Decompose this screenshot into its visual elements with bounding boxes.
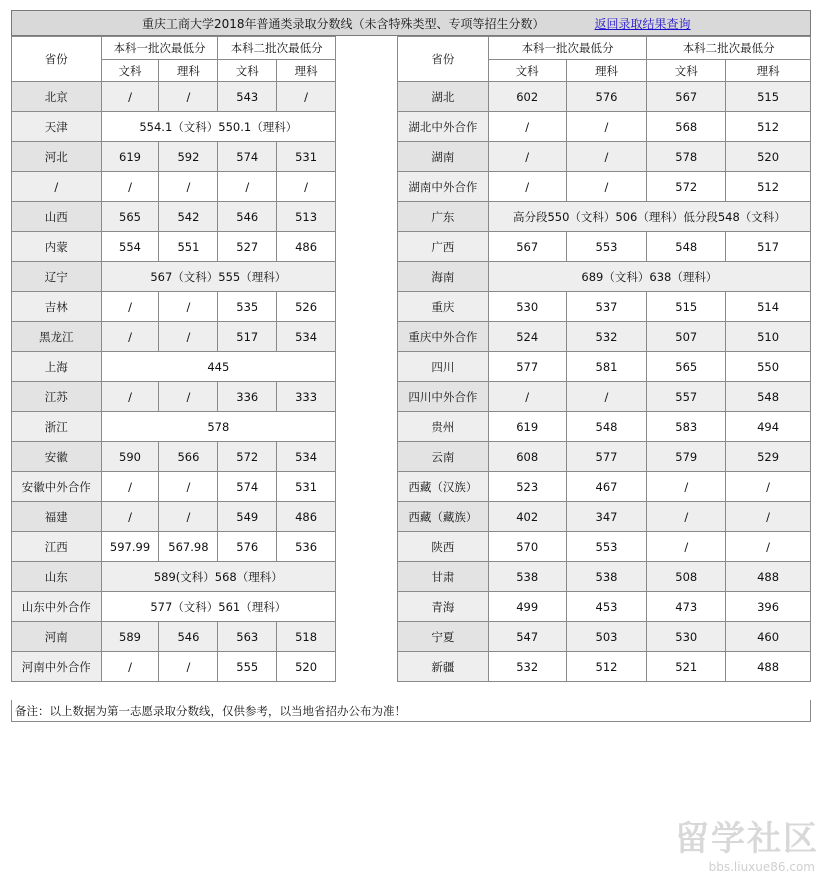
table-row <box>12 652 336 682</box>
table-row <box>12 202 336 232</box>
header-batch2: 本科二批次最低分 <box>647 37 811 60</box>
score-cell: 532 <box>488 652 566 682</box>
score-cell: 513 <box>277 202 336 232</box>
score-cell: / <box>726 502 811 532</box>
score-cell: 520 <box>726 142 811 172</box>
score-cell: / <box>647 502 726 532</box>
table-row <box>398 622 811 652</box>
score-cell: 563 <box>218 622 277 652</box>
score-cell: 531 <box>277 142 336 172</box>
table-row <box>12 172 336 202</box>
header-wen: 文科 <box>488 60 566 82</box>
merged-score-cell: 567（文科）555（理科） <box>101 262 335 292</box>
province-cell: 重庆 <box>398 292 489 322</box>
score-table-right <box>397 36 811 682</box>
province-cell: 青海 <box>398 592 489 622</box>
table-row <box>398 322 811 352</box>
score-cell: 467 <box>566 472 647 502</box>
province-cell: 湖北 <box>398 82 489 112</box>
score-cell: / <box>101 472 159 502</box>
watermark-url: bbs.liuxue86.com <box>708 860 815 874</box>
score-cell: / <box>277 172 336 202</box>
score-cell: 529 <box>726 442 811 472</box>
score-cell: 548 <box>726 382 811 412</box>
province-cell: 黑龙江 <box>12 322 102 352</box>
merged-score-cell: 689（文科）638（理科） <box>488 262 810 292</box>
score-cell: 538 <box>566 562 647 592</box>
footnote: 备注：以上数据为第一志愿录取分数线，仅供参考，以当地省招办公布为准！ <box>11 700 811 722</box>
province-cell: 广西 <box>398 232 489 262</box>
score-cell: 536 <box>277 532 336 562</box>
header-li: 理科 <box>726 60 811 82</box>
table-row <box>398 142 811 172</box>
score-cell: 402 <box>488 502 566 532</box>
province-cell: 江苏 <box>12 382 102 412</box>
header-li: 理科 <box>277 60 336 82</box>
score-cell: / <box>488 382 566 412</box>
table-row <box>398 412 811 442</box>
province-cell: 山东 <box>12 562 102 592</box>
province-cell: 新疆 <box>398 652 489 682</box>
table-row <box>12 472 336 502</box>
score-cell: 530 <box>647 622 726 652</box>
score-table-left <box>11 36 336 682</box>
merged-score-cell: 高分段550（文科）506（理科）低分段548（文科） <box>488 202 810 232</box>
score-cell: 486 <box>277 232 336 262</box>
score-cell: 546 <box>218 202 277 232</box>
score-cell: / <box>159 502 218 532</box>
merged-score-cell: 445 <box>101 352 335 382</box>
province-cell: 安徽 <box>12 442 102 472</box>
score-cell: / <box>488 172 566 202</box>
header-wen: 文科 <box>218 60 277 82</box>
score-cell: 608 <box>488 442 566 472</box>
score-cell: 515 <box>726 82 811 112</box>
score-cell: 602 <box>488 82 566 112</box>
score-cell: 535 <box>218 292 277 322</box>
table-row <box>12 142 336 172</box>
table-row <box>398 262 811 292</box>
table-row <box>12 322 336 352</box>
score-cell: / <box>726 532 811 562</box>
score-cell: / <box>566 382 647 412</box>
score-cell: / <box>488 142 566 172</box>
score-cell: 590 <box>101 442 159 472</box>
table-row <box>12 82 336 112</box>
province-cell: 陕西 <box>398 532 489 562</box>
province-cell: 安徽中外合作 <box>12 472 102 502</box>
tables-area <box>11 36 811 700</box>
score-cell: 534 <box>277 442 336 472</box>
score-cell: 548 <box>647 232 726 262</box>
table-row <box>12 532 336 562</box>
score-cell: / <box>101 292 159 322</box>
province-cell: 广东 <box>398 202 489 232</box>
score-cell: 550 <box>726 352 811 382</box>
table-row <box>398 112 811 142</box>
score-cell: 572 <box>218 442 277 472</box>
header-li: 理科 <box>159 60 218 82</box>
province-cell: 北京 <box>12 82 102 112</box>
score-cell: 512 <box>566 652 647 682</box>
score-cell: 555 <box>218 652 277 682</box>
province-cell: 甘肃 <box>398 562 489 592</box>
header-wen: 文科 <box>647 60 726 82</box>
score-cell: 532 <box>566 322 647 352</box>
province-cell: 湖南中外合作 <box>398 172 489 202</box>
score-cell: 546 <box>159 622 218 652</box>
score-cell: 453 <box>566 592 647 622</box>
province-cell: 西藏（藏族） <box>398 502 489 532</box>
score-cell: / <box>488 112 566 142</box>
table-row <box>12 562 336 592</box>
province-cell: / <box>12 172 102 202</box>
score-cell: 577 <box>566 442 647 472</box>
score-cell: 553 <box>566 532 647 562</box>
table-row <box>398 202 811 232</box>
score-cell: 597.99 <box>101 532 159 562</box>
merged-score-cell: 589(文科）568（理科） <box>101 562 335 592</box>
score-cell: 396 <box>726 592 811 622</box>
score-cell: 473 <box>647 592 726 622</box>
score-cell: / <box>647 532 726 562</box>
score-cell: 542 <box>159 202 218 232</box>
province-cell: 云南 <box>398 442 489 472</box>
score-cell: 574 <box>218 472 277 502</box>
table-row <box>12 622 336 652</box>
score-cell: / <box>101 82 159 112</box>
score-cell: 488 <box>726 562 811 592</box>
score-cell: 579 <box>647 442 726 472</box>
score-cell: 592 <box>159 142 218 172</box>
score-cell: 517 <box>218 322 277 352</box>
table-row <box>398 472 811 502</box>
score-cell: 488 <box>726 652 811 682</box>
score-cell: 549 <box>218 502 277 532</box>
back-to-results-link[interactable]: 返回录取结果查询 <box>594 16 691 31</box>
province-cell: 河南 <box>12 622 102 652</box>
score-cell: 508 <box>647 562 726 592</box>
province-cell: 重庆中外合作 <box>398 322 489 352</box>
province-cell: 吉林 <box>12 292 102 322</box>
province-cell: 山西 <box>12 202 102 232</box>
table-row <box>398 352 811 382</box>
score-cell: 543 <box>218 82 277 112</box>
header-batch1: 本科一批次最低分 <box>101 37 218 60</box>
score-cell: / <box>101 502 159 532</box>
score-cell: 567 <box>488 232 566 262</box>
score-cell: 347 <box>566 502 647 532</box>
score-cell: / <box>277 82 336 112</box>
score-cell: 530 <box>488 292 566 322</box>
table-row <box>398 292 811 322</box>
score-cell: / <box>101 322 159 352</box>
header-province: 省份 <box>398 37 489 82</box>
score-cell: 553 <box>566 232 647 262</box>
header-wen: 文科 <box>101 60 159 82</box>
score-cell: / <box>101 382 159 412</box>
merged-score-cell: 554.1（文科）550.1（理科） <box>101 112 335 142</box>
province-cell: 四川 <box>398 352 489 382</box>
score-cell: 548 <box>566 412 647 442</box>
score-cell: 570 <box>488 532 566 562</box>
header-province: 省份 <box>12 37 102 82</box>
table-row <box>398 382 811 412</box>
score-cell: / <box>159 172 218 202</box>
table-row <box>12 382 336 412</box>
merged-score-cell: 578 <box>101 412 335 442</box>
score-cell: / <box>159 322 218 352</box>
score-cell: 565 <box>101 202 159 232</box>
score-cell: 578 <box>647 142 726 172</box>
province-cell: 天津 <box>12 112 102 142</box>
province-cell: 上海 <box>12 352 102 382</box>
table-row <box>398 442 811 472</box>
table-row <box>398 232 811 262</box>
score-cell: 507 <box>647 322 726 352</box>
score-cell: 534 <box>277 322 336 352</box>
score-cell: 557 <box>647 382 726 412</box>
province-cell: 河南中外合作 <box>12 652 102 682</box>
province-cell: 福建 <box>12 502 102 532</box>
province-cell: 海南 <box>398 262 489 292</box>
table-row <box>12 412 336 442</box>
score-cell: / <box>566 142 647 172</box>
header-batch2: 本科二批次最低分 <box>218 37 336 60</box>
score-cell: 566 <box>159 442 218 472</box>
score-cell: 336 <box>218 382 277 412</box>
score-cell: / <box>726 472 811 502</box>
score-cell: / <box>159 652 218 682</box>
score-cell: 583 <box>647 412 726 442</box>
score-cell: 531 <box>277 472 336 502</box>
province-cell: 贵州 <box>398 412 489 442</box>
score-cell: 576 <box>218 532 277 562</box>
province-cell: 四川中外合作 <box>398 382 489 412</box>
province-cell: 宁夏 <box>398 622 489 652</box>
score-cell: 577 <box>488 352 566 382</box>
score-cell: 581 <box>566 352 647 382</box>
score-cell: 567 <box>647 82 726 112</box>
table-row <box>398 652 811 682</box>
score-cell: 333 <box>277 382 336 412</box>
table-row <box>12 262 336 292</box>
table-row <box>398 502 811 532</box>
score-cell: 538 <box>488 562 566 592</box>
score-cell: 527 <box>218 232 277 262</box>
score-cell: 572 <box>647 172 726 202</box>
score-cell: / <box>101 172 159 202</box>
score-cell: 460 <box>726 622 811 652</box>
score-cell: 515 <box>647 292 726 322</box>
table-row <box>12 352 336 382</box>
province-cell: 山东中外合作 <box>12 592 102 622</box>
score-cell: / <box>218 172 277 202</box>
score-cell: 520 <box>277 652 336 682</box>
score-cell: 514 <box>726 292 811 322</box>
province-cell: 河北 <box>12 142 102 172</box>
score-cell: / <box>101 652 159 682</box>
score-table-frame <box>11 10 811 722</box>
table-row <box>12 442 336 472</box>
province-cell: 江西 <box>12 532 102 562</box>
score-cell: 512 <box>726 112 811 142</box>
score-cell: 486 <box>277 502 336 532</box>
table-row <box>398 562 811 592</box>
table-row <box>12 592 336 622</box>
table-row <box>12 232 336 262</box>
score-cell: 517 <box>726 232 811 262</box>
score-cell: 512 <box>726 172 811 202</box>
merged-score-cell: 577（文科）561（理科） <box>101 592 335 622</box>
score-cell: 568 <box>647 112 726 142</box>
table-row <box>12 112 336 142</box>
score-cell: 565 <box>647 352 726 382</box>
score-cell: 551 <box>159 232 218 262</box>
header-li: 理科 <box>566 60 647 82</box>
score-cell: 521 <box>647 652 726 682</box>
score-cell: 503 <box>566 622 647 652</box>
table-row <box>398 82 811 112</box>
score-cell: 526 <box>277 292 336 322</box>
score-cell: 499 <box>488 592 566 622</box>
score-cell: / <box>159 292 218 322</box>
title-bar <box>11 10 811 36</box>
province-cell: 内蒙 <box>12 232 102 262</box>
score-cell: / <box>566 112 647 142</box>
header-batch1: 本科一批次最低分 <box>488 37 647 60</box>
score-cell: / <box>159 472 218 502</box>
score-cell: 576 <box>566 82 647 112</box>
table-row <box>398 172 811 202</box>
score-cell: 523 <box>488 472 566 502</box>
watermark-logo: 留学社区 <box>675 819 819 859</box>
score-cell: 619 <box>101 142 159 172</box>
score-cell: / <box>159 382 218 412</box>
score-cell: 574 <box>218 142 277 172</box>
province-cell: 辽宁 <box>12 262 102 292</box>
score-cell: 524 <box>488 322 566 352</box>
score-cell: 554 <box>101 232 159 262</box>
table-row <box>12 292 336 322</box>
score-cell: 547 <box>488 622 566 652</box>
score-cell: / <box>159 82 218 112</box>
score-cell: 494 <box>726 412 811 442</box>
score-cell: 537 <box>566 292 647 322</box>
score-cell: 510 <box>726 322 811 352</box>
page-title: 重庆工商大学2018年普通类录取分数线（未含特殊类型、专项等招生分数） <box>142 16 545 31</box>
score-cell: / <box>647 472 726 502</box>
score-cell: 518 <box>277 622 336 652</box>
score-cell: 589 <box>101 622 159 652</box>
table-row <box>398 532 811 562</box>
table-row <box>12 502 336 532</box>
province-cell: 湖南 <box>398 142 489 172</box>
score-cell: 619 <box>488 412 566 442</box>
province-cell: 湖北中外合作 <box>398 112 489 142</box>
score-cell: / <box>566 172 647 202</box>
score-cell: 567.98 <box>159 532 218 562</box>
province-cell: 浙江 <box>12 412 102 442</box>
province-cell: 西藏（汉族） <box>398 472 489 502</box>
table-row <box>398 592 811 622</box>
